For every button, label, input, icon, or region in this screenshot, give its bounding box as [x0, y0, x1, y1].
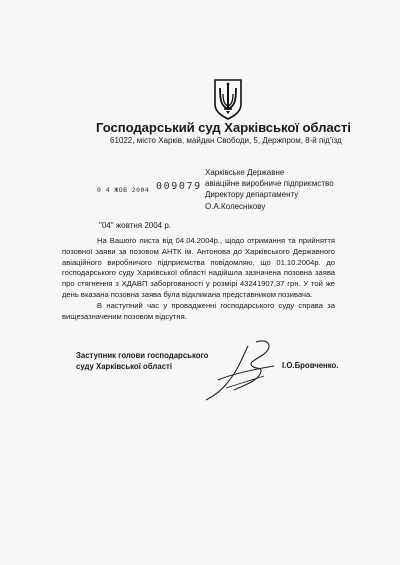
addressee-line: Директору департаменту — [205, 190, 299, 200]
addressee-line: О.А.Колеснікову — [205, 201, 266, 211]
court-name: Господарський суд Харківської області — [96, 120, 351, 135]
registration-stamp-date: 0 4 ЖОВ 2004 — [97, 186, 150, 194]
letter-body — [62, 236, 335, 322]
letter-date: "04" жовтня 2004 р. — [99, 221, 172, 230]
signatory-title — [76, 351, 208, 373]
signatory-title-line: Заступник голови господарського — [76, 351, 209, 360]
handwritten-signature-icon — [198, 336, 284, 406]
court-address: 61022, місто Харків, майдан Свободи, 5, Держпром, 8-й під'їзд — [110, 136, 342, 145]
body-paragraph: На Вашого листа від 04.04.2004р., щодо отримання та прийняття позовної заяви за позовом АНТК ім. Антонова до Харківського Державного авіаційного виробничого підприємства повідомляю, що 01.10.2004р. до господарського суду Харківської області надійшла зазначена позовна заява про стягнення з ХДАВП заборгованості у розмірі 43241907,37 грн. У той же день вказана позовна заява була відкликана представником позивача. — [62, 236, 335, 299]
addressee-line: авіаційне виробниче підприємство — [205, 179, 334, 189]
registration-stamp-number: 009079 — [156, 181, 202, 192]
addressee-block — [205, 167, 334, 212]
trident-coat-of-arms-icon — [213, 78, 243, 120]
body-paragraph: В наступний час у провадженні господарського суду справа за вищезазначеним позовом відсутня. — [62, 300, 335, 321]
signatory-name: І.О.Бровченко. — [282, 361, 339, 370]
signatory-title-line: суду Харківської області — [76, 361, 173, 371]
addressee-line: Харківське Державне — [205, 168, 285, 177]
